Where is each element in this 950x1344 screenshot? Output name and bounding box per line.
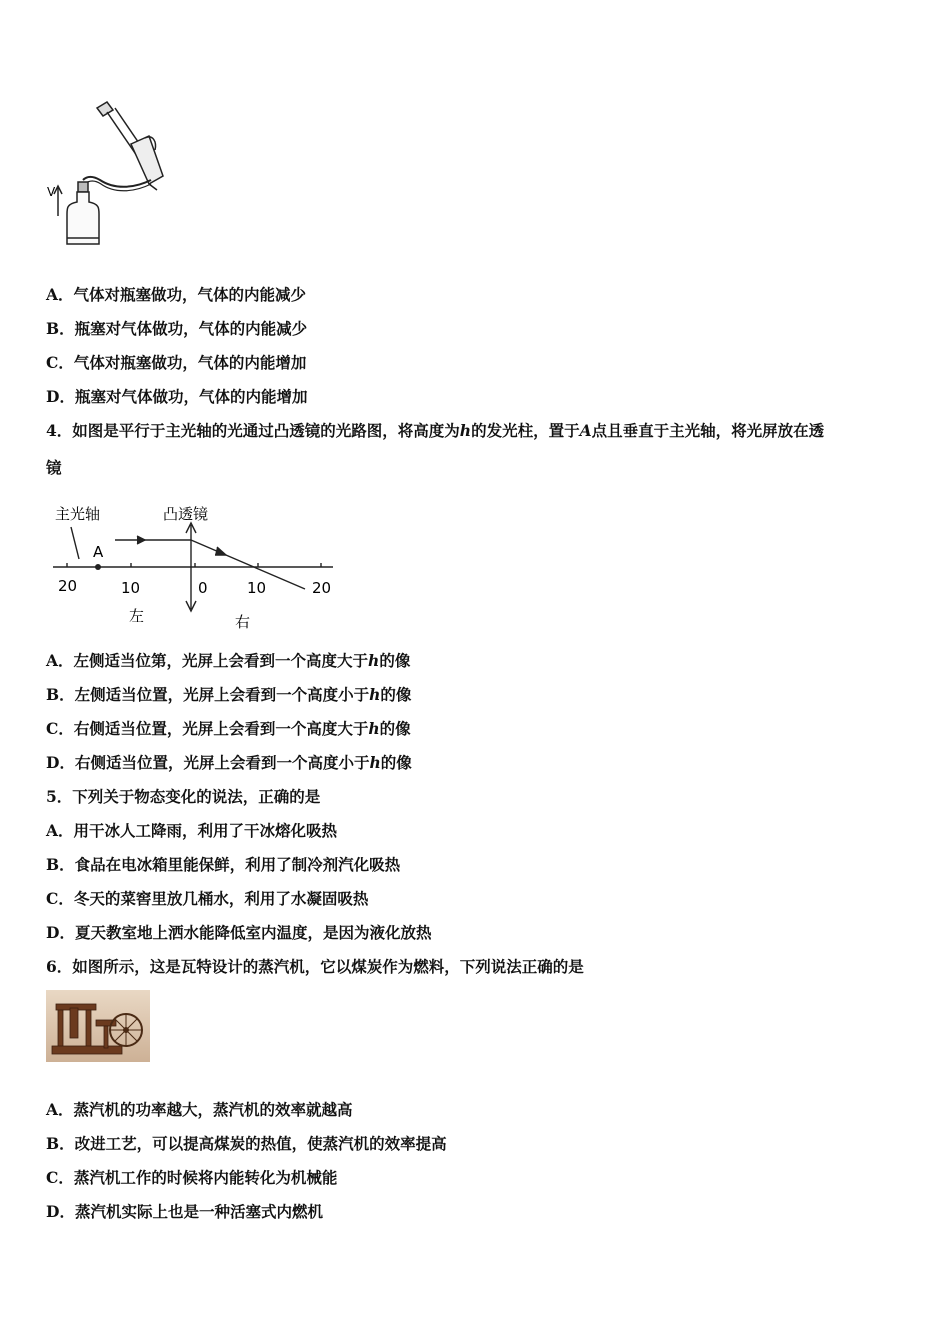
tick-label-10-left: 10 bbox=[121, 579, 141, 597]
point-a bbox=[95, 564, 101, 570]
q4-option-h: h bbox=[369, 685, 381, 704]
q3-option-d: D．瓶塞对气体做功，气体的内能增加 bbox=[46, 387, 308, 406]
q6-option-b: B．改进工艺，可以提高煤炭的热值，使蒸汽机的效率提高 bbox=[46, 1134, 447, 1153]
bottle-pump-figure bbox=[45, 98, 175, 250]
q6-option-a: A．蒸汽机的功率越大，蒸汽机的效率就越高 bbox=[46, 1100, 353, 1119]
right-label: 右 bbox=[235, 613, 251, 631]
q4-stem-h: h bbox=[459, 421, 472, 440]
q4-stem-part: 的发光柱，置于 bbox=[471, 421, 580, 440]
q4-option-text: 的像 bbox=[380, 685, 412, 704]
q3-option-b: B．瓶塞对气体做功，气体的内能减少 bbox=[46, 319, 308, 338]
tick-label-0: 0 bbox=[198, 579, 208, 597]
q4-option-text: 的像 bbox=[379, 651, 411, 670]
q4-option-text: B．左侧适当位置，光屏上会看到一个高度小于 bbox=[46, 685, 370, 704]
q4-option-text: 的像 bbox=[380, 753, 412, 772]
left-label: 左 bbox=[129, 607, 145, 625]
q5-option-d: D．夏天教室地上洒水能降低室内温度，是因为液化放热 bbox=[46, 923, 432, 942]
point-a-label: A bbox=[93, 543, 104, 561]
lens-label: 凸透镜 bbox=[163, 505, 209, 523]
q4-option-d bbox=[46, 753, 412, 773]
tick-label-10-right: 10 bbox=[247, 579, 267, 597]
q5-stem: 5．下列关于物态变化的说法，正确的是 bbox=[46, 787, 321, 806]
q4-option-text: A．左侧适当位第，光屏上会看到一个高度大于 bbox=[46, 651, 369, 670]
q4-option-b bbox=[46, 685, 411, 705]
q5-option-a: A．用干冰人工降雨，利用了干冰熔化吸热 bbox=[46, 821, 338, 840]
q4-option-text: C．右侧适当位置，光屏上会看到一个高度大于 bbox=[46, 719, 369, 738]
q4-option-a bbox=[46, 651, 410, 671]
q5-option-b: B．食品在电冰箱里能保鲜，利用了制冷剂汽化吸热 bbox=[46, 855, 401, 874]
q3-option-c: C．气体对瓶塞做功，气体的内能增加 bbox=[46, 353, 307, 372]
q3-option-a: A．气体对瓶塞做功，气体的内能减少 bbox=[46, 285, 307, 304]
q6-option-c: C．蒸汽机工作的时候将内能转化为机械能 bbox=[46, 1168, 338, 1187]
q5-option-c: C．冬天的菜窖里放几桶水，利用了水凝固吸热 bbox=[46, 889, 369, 908]
q6-option-d: D．蒸汽机实际上也是一种活塞式内燃机 bbox=[46, 1202, 323, 1221]
q4-stem-continued: 镜 bbox=[46, 458, 62, 477]
q4-stem-part: 4．如图是平行于主光轴的光通过凸透镜的光路图，将高度为 bbox=[46, 421, 460, 440]
q4-option-h: h bbox=[369, 753, 381, 772]
tick-label-20-right: 20 bbox=[312, 579, 332, 597]
lens-diagram bbox=[45, 497, 345, 637]
q4-stem-part: 点且垂直于主光轴，将光屏放在透 bbox=[591, 421, 825, 440]
q4-option-c bbox=[46, 719, 411, 739]
q4-option-text: D．右侧适当位置，光屏上会看到一个高度小于 bbox=[46, 753, 370, 772]
q4-option-h: h bbox=[368, 651, 380, 670]
q4-option-h: h bbox=[368, 719, 380, 738]
tick-label-20-left: 20 bbox=[58, 577, 78, 595]
q4-stem-point: A bbox=[579, 421, 592, 440]
velocity-label: V bbox=[47, 185, 56, 199]
q4-option-text: 的像 bbox=[379, 719, 411, 738]
main-axis-label: 主光轴 bbox=[55, 505, 101, 523]
q6-stem: 6．如图所示，这是瓦特设计的蒸汽机，它以煤炭作为燃料，下列说法正确的是 bbox=[46, 957, 584, 976]
steam-engine-photo bbox=[46, 990, 150, 1062]
q4-stem bbox=[46, 421, 906, 441]
